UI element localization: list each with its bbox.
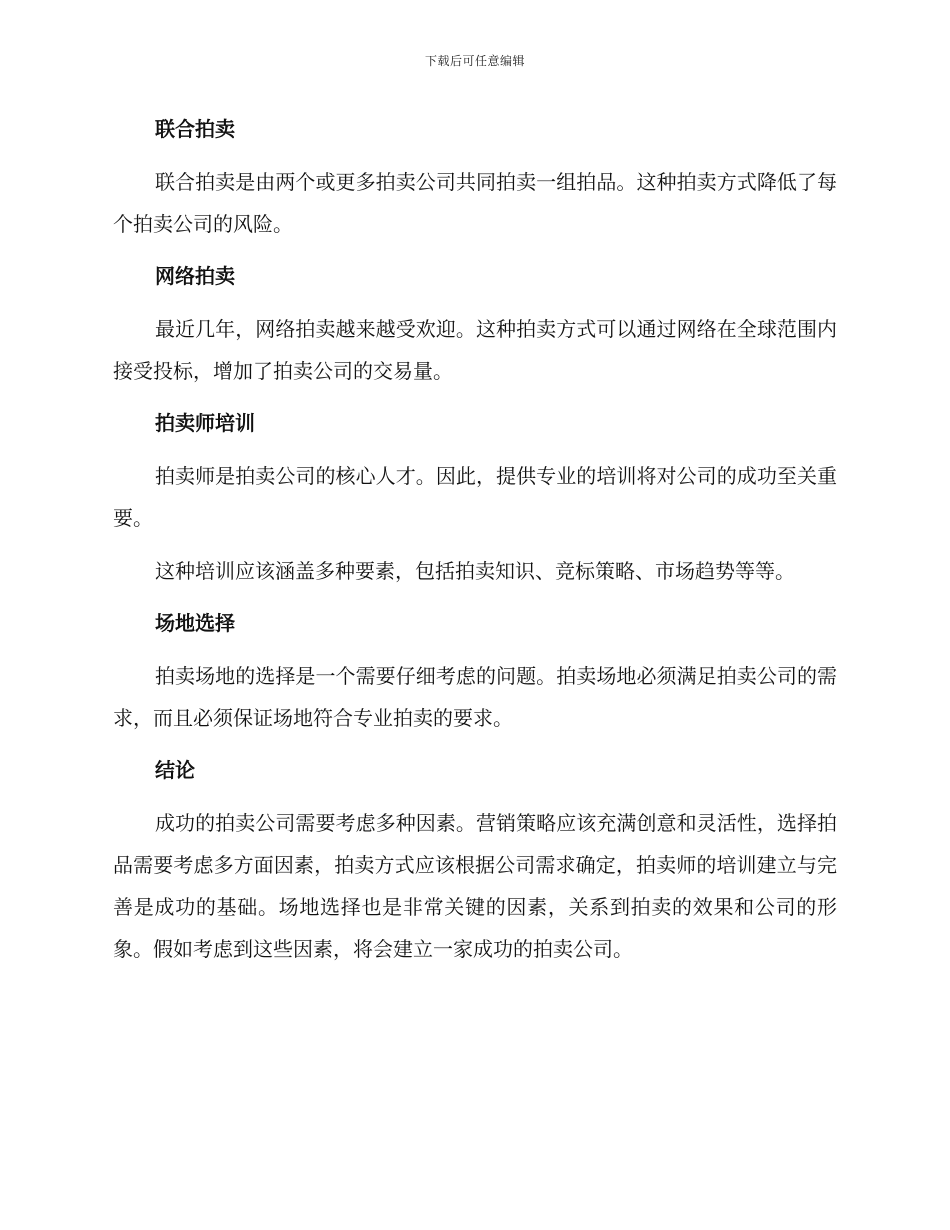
section-paragraph: 拍卖场地的选择是一个需要仔细考虑的问题。拍卖场地必须满足拍卖公司的需求，而且必须保证场地符合专业拍卖的要求。 — [113, 664, 837, 730]
section-paragraph: 这种培训应该涵盖多种要素，包括拍卖知识、竞标策略、市场趋势等等。 — [155, 559, 795, 583]
document-body — [113, 109, 837, 970]
section-heading-joint-auction: 联合拍卖 — [155, 117, 235, 141]
section-heading-venue-selection: 场地选择 — [155, 611, 235, 635]
section-heading-auctioneer-training: 拍卖师培训 — [155, 411, 255, 435]
section-paragraph: 拍卖师是拍卖公司的核心人才。因此，提供专业的培训将对公司的成功至关重要。 — [113, 464, 837, 530]
page-header: 下载后可任意编辑 — [424, 54, 525, 68]
section-heading-conclusion: 结论 — [155, 758, 195, 782]
section-paragraph: 最近几年，网络拍卖越来越受欢迎。这种拍卖方式可以通过网络在全球范围内接受投标，增加了拍卖公司的交易量。 — [113, 317, 837, 383]
section-paragraph: 联合拍卖是由两个或更多拍卖公司共同拍卖一组拍品。这种拍卖方式降低了每个拍卖公司的风险。 — [113, 170, 837, 236]
section-paragraph: 成功的拍卖公司需要考虑多种因素。营销策略应该充满创意和灵活性，选择拍品需要考虑多方面因素，拍卖方式应该根据公司需求确定，拍卖师的培训建立与完善是成功的基础。场地选择也是非常关键的因素，关系到拍卖的效果和公司的形象。假如考虑到这些因素，将会建立一家成功的拍卖公司。 — [113, 811, 837, 961]
section-heading-online-auction: 网络拍卖 — [155, 264, 235, 288]
